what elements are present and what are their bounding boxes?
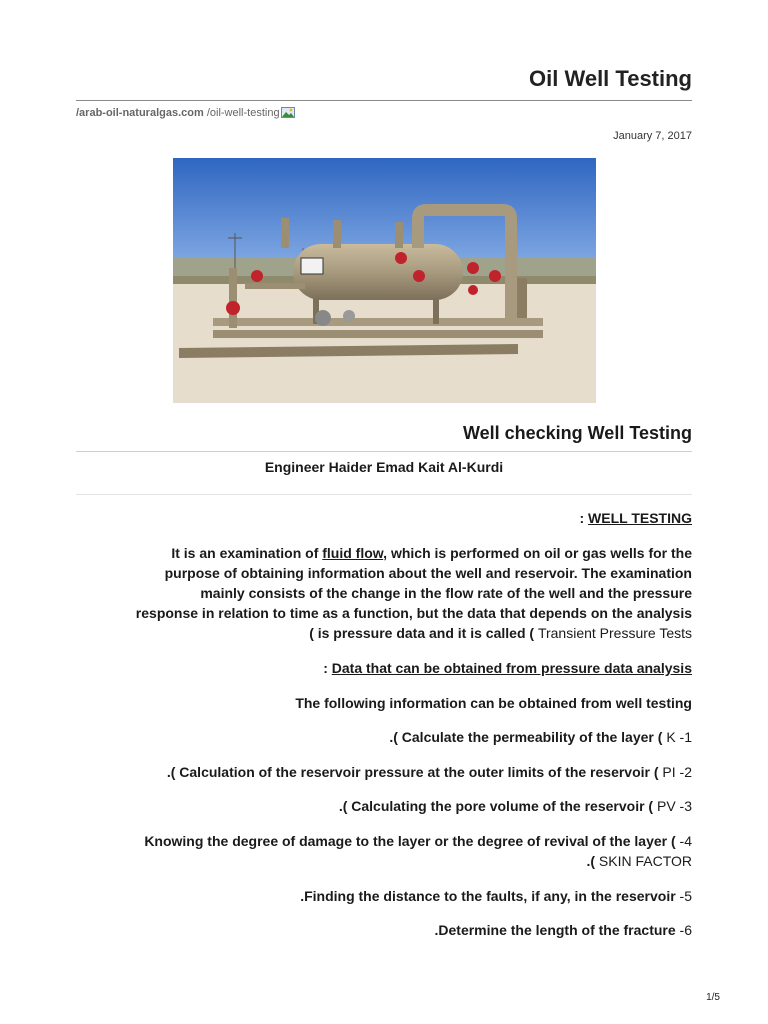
image-icon <box>281 107 295 118</box>
title-divider <box>76 100 692 101</box>
list-item: Knowing the degree of damage to the layer or the degree of revival of the layer ( -4 .( SKIN FACTOR <box>144 833 692 869</box>
section-data-subtitle: The following information can be obtained from well testing <box>295 695 692 711</box>
intro-line-1: It is an examination of fluid flow, which is performed on oil or gas wells for the <box>171 545 692 561</box>
section-well-testing-title: : WELL TESTING <box>579 510 692 526</box>
list-item: .( Calculating the pore volume of the reservoir ( PV -3 <box>338 798 692 814</box>
page-number: 1/5 <box>706 992 720 1003</box>
well-test-equipment-photo <box>173 158 596 403</box>
heading-divider <box>76 451 692 452</box>
intro-line-5: ( is pressure data and it is called ( Transient Pressure Tests <box>309 625 692 641</box>
section-heading: Well checking Well Testing <box>462 423 692 443</box>
intro-line-2: purpose of obtaining information about the well and reservoir. The examination <box>164 565 692 581</box>
page-title: Oil Well Testing <box>529 66 692 91</box>
intro-line-4: response in relation to time as a function, but the data that depends on the analysis <box>135 605 692 621</box>
list-item: .Determine the length of the fracture -6 <box>434 922 692 938</box>
intro-line-3: mainly consists of the change in the flow rate of the well and the pressure <box>200 585 692 601</box>
source-url[interactable] <box>76 107 295 119</box>
intro-paragraph <box>76 543 692 643</box>
list-item: .Finding the distance to the faults, if any, in the reservoir -5 <box>300 888 692 904</box>
fluid-flow-link[interactable]: fluid flow <box>322 545 384 561</box>
source-domain: /arab-oil-naturalgas.com <box>76 107 204 119</box>
list-item: .( Calculate the permeability of the layer ( K -1 <box>389 729 692 745</box>
author-divider <box>76 494 692 495</box>
list-item: .( Calculation of the reservoir pressure at the outer limits of the reservoir ( PI -2 <box>166 764 692 780</box>
publish-date: January 7, 2017 <box>613 130 692 142</box>
author-line: Engineer Haider Emad Kait Al-Kurdi <box>264 459 504 475</box>
source-path: /oil-well-testing <box>203 107 280 119</box>
section-data-title: : Data that can be obtained from pressure data analysis <box>323 660 692 676</box>
